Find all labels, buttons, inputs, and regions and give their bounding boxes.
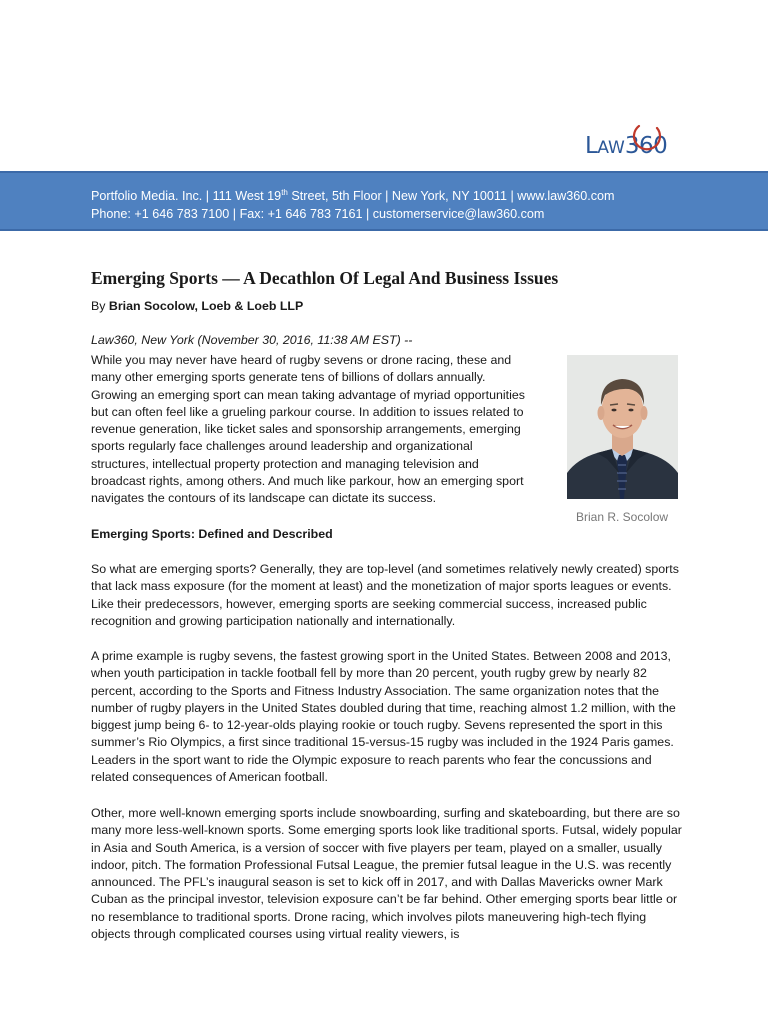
banner-address-line: Portfolio Media. Inc. | 111 West 19th Street, 5th Floor | New York, NY 10011 | www.law360.com [91,187,615,203]
article-byline: By Brian Socolow, Loeb & Loeb LLP [91,299,304,313]
contact-banner [0,171,768,231]
section-subheading: Emerging Sports: Defined and Described [91,527,333,541]
article-headline: Emerging Sports — A Decathlon Of Legal And Business Issues [91,268,559,288]
author-name: Brian Socolow, Loeb & Loeb LLP [108,299,304,313]
article-dateline: Law360, New York (November 30, 2016, 11:38 AM EST) -- [91,333,413,347]
author-photo [567,355,678,499]
logo-wordmark: LAW360 [585,133,668,159]
body-paragraph: Other, more well-known emerging sports include snowboarding, surfing and skateboarding, but there are so many more less-well-known sports. Some emerging sports look like traditional sports. Futsal, widely popular in Asia and South America, is a version of soccer with five players per team, played on a smaller, usually indoor, pitch. The formation Professional Futsal League, the premier futsal league in the U.S. was recently announced. The PFL’s inaugural season is set to kick off in 2017, and with Dallas Mavericks owner Mark Cuban as the principal investor, television exposure can’t be far behind. Other emerging sports bear little or no resemblance to traditional sports. Drone racing, which involves pilots maneuvering high-tech flying objects through complicated courses using virtual reality viewers, is [91,806,682,942]
banner-contact-line: Phone: +1 646 783 7100 | Fax: +1 646 783 7161 | customerservice@law360.com [91,207,545,221]
logo-swoosh-icon [627,122,665,156]
intro-paragraph: While you may never have heard of rugby sevens or drone racing, these and many other emerging sports generate tens of billions of dollars annually. Growing an emerging sport can mean taking advantage of myriad opportunities but can often feel like a grueling parkour course. In addition to issues related to revenue generation, like ticket sales and sponsorship arrangements, emerging sports regularly face challenges around leadership and organizational structures, intellectual property protection and managing television and broadcast rights, among others. And much like parkour, how an emerging sport navigates the contours of its landscape can dictate its success. [91,353,525,506]
author-portrait-image [567,355,678,499]
body-paragraph: A prime example is rugby sevens, the fastest growing sport in the United States. Between 2008 and 2013, when youth participation in tackle football fell by more than 20 percent, youth rugby grew by nearly 82 percent, according to the Sports and Fitness Industry Association. The same organization notes that the number of rugby players in the United States doubled during that time, reaching almost 1.2 million, with the biggest jump being 6- to 12-year-olds playing rookie or touch rugby. Sevens represented the sport in this summer’s Rio Olympics, a first since traditional 15-versus-15 rugby was included in the 1924 Paris games. Leaders in the sport want to ride the Olympic exposure to reach parents who fear the concussions and related consequences of American football. [91,649,676,785]
law360-logo [585,124,668,159]
photo-caption: Brian R. Socolow [576,510,669,524]
body-paragraph: So what are emerging sports? Generally, they are top-level (and sometimes relatively newly created) sports that lack mass exposure (for the moment at least) and the monetization of major sports leagues or events. Like their predecessors, however, emerging sports are seeking commercial success, increased public recognition and growing participation nationally and internationally. [91,562,679,628]
